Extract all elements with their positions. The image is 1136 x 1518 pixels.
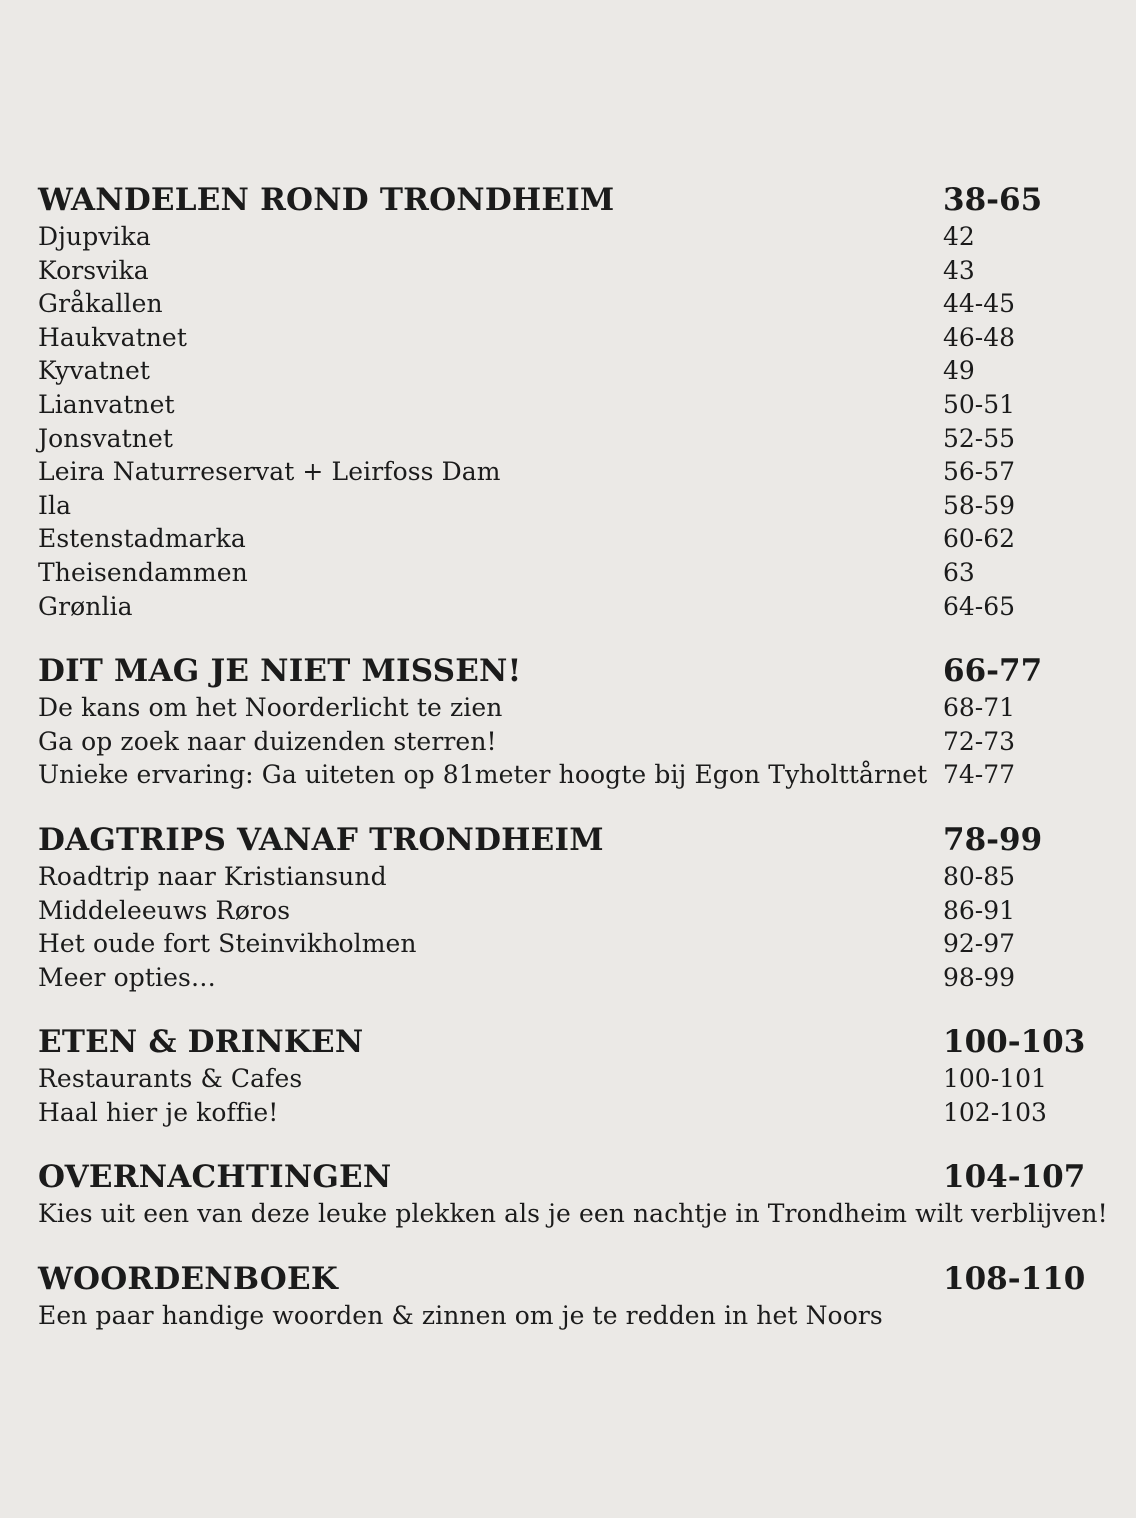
toc-entry[interactable]: [38, 725, 1098, 759]
toc-entry[interactable]: [38, 287, 1098, 321]
entry-label: Meer opties…: [38, 962, 217, 992]
toc-entry[interactable]: [38, 691, 1098, 725]
section-pages: 38-65: [943, 182, 1043, 218]
entry-pages: 58-59: [943, 490, 1016, 520]
table-of-contents: [38, 180, 1108, 1361]
section-pages: 104-107: [943, 1159, 1086, 1196]
entry-label: Ila: [38, 490, 72, 520]
section-pages: 108-110: [943, 1261, 1086, 1298]
toc-section-wandelen: [38, 180, 1098, 623]
entry-pages: 42: [943, 222, 975, 251]
entry-label: Theisendammen: [38, 557, 248, 587]
section-pages: 78-99: [943, 821, 1043, 858]
toc-section-eten-drinken: [38, 1022, 1098, 1129]
entry-label: Unieke ervaring: Ga uiteten op 81meter hoogte bij Egon Tyholttårnet: [38, 760, 928, 790]
toc-entry[interactable]: [38, 961, 1098, 995]
entry-pages: 74-77: [943, 760, 1016, 790]
entry-pages: 56-57: [943, 457, 1016, 487]
entry-pages: 43: [943, 255, 975, 285]
toc-section-dagtrips: [38, 820, 1098, 994]
toc-entry[interactable]: [38, 220, 1098, 254]
toc-entry[interactable]: [38, 894, 1098, 928]
entry-pages: 102-103: [943, 1097, 1047, 1127]
toc-entry[interactable]: [38, 1096, 1098, 1130]
section-heading[interactable]: [38, 1022, 1098, 1062]
entry-pages: 46-48: [943, 322, 1016, 352]
entry-pages: 98-99: [943, 962, 1016, 992]
toc-entry[interactable]: [38, 590, 1098, 624]
entry-pages: 100-101: [943, 1064, 1047, 1094]
entry-label: Djupvika: [38, 222, 151, 251]
toc-entry[interactable]: [38, 1062, 1098, 1096]
section-title: ETEN & DRINKEN: [38, 1024, 364, 1061]
toc-entry[interactable]: [38, 354, 1098, 388]
entry-label: Lianvatnet: [38, 389, 175, 419]
section-pages: 100-103: [943, 1024, 1086, 1061]
entry-pages: 49: [943, 356, 975, 386]
toc-section-woordenboek: [38, 1259, 1098, 1333]
section-description: Kies uit een van deze leuke plekken als je een nachtje in Trondheim wilt verblijven!: [38, 1199, 1108, 1229]
toc-entry[interactable]: [38, 422, 1098, 456]
entry-label: Restaurants & Cafes: [38, 1064, 303, 1094]
entry-label: Estenstadmarka: [38, 524, 246, 554]
toc-entry[interactable]: [38, 522, 1098, 556]
entry-pages: 50-51: [943, 389, 1016, 419]
toc-entry[interactable]: [38, 321, 1098, 355]
entry-pages: 80-85: [943, 861, 1016, 891]
section-title: WOORDENBOEK: [38, 1261, 338, 1298]
entry-label: Jonsvatnet: [38, 423, 174, 453]
entry-pages: 52-55: [943, 423, 1016, 453]
toc-entry[interactable]: [38, 860, 1098, 894]
entry-label: De kans om het Noorderlicht te zien: [38, 693, 503, 723]
section-description: Een paar handige woorden & zinnen om je te redden in het Noors: [38, 1301, 883, 1331]
entry-label: Ga op zoek naar duizenden sterren!: [38, 726, 497, 756]
toc-entry[interactable]: [38, 254, 1098, 288]
toc-entry[interactable]: [38, 927, 1098, 961]
section-heading[interactable]: [38, 1157, 1098, 1197]
toc-entry[interactable]: [38, 758, 1098, 792]
section-description-row: [38, 1197, 1108, 1231]
entry-pages: 64-65: [943, 591, 1016, 621]
entry-label: Gråkallen: [38, 289, 163, 319]
toc-entry[interactable]: [38, 489, 1098, 523]
entry-label: Middeleeuws Røros: [38, 895, 291, 925]
section-description-row: [38, 1299, 1098, 1333]
entry-pages: 68-71: [943, 693, 1016, 723]
entry-pages: 92-97: [943, 929, 1016, 959]
entry-pages: 86-91: [943, 895, 1016, 925]
entry-label: Roadtrip naar Kristiansund: [38, 861, 387, 891]
section-heading[interactable]: [38, 1259, 1098, 1299]
section-heading[interactable]: [38, 651, 1098, 691]
entry-label: Het oude fort Steinvikholmen: [38, 929, 417, 959]
section-title: OVERNACHTINGEN: [38, 1159, 392, 1196]
entry-label: Haukvatnet: [38, 322, 187, 352]
entry-label: Leira Naturreservat + Leirfoss Dam: [38, 457, 501, 487]
section-title: WANDELEN ROND TRONDHEIM: [38, 182, 615, 218]
entry-pages: 63: [943, 557, 975, 587]
entry-label: Kyvatnet: [38, 356, 151, 386]
section-title: DIT MAG JE NIET MISSEN!: [38, 653, 522, 690]
toc-entry[interactable]: [38, 388, 1098, 422]
section-heading[interactable]: [38, 820, 1098, 860]
entry-pages: 72-73: [943, 726, 1016, 756]
toc-entry[interactable]: [38, 556, 1098, 590]
toc-section-niet-missen: [38, 651, 1098, 792]
section-pages: 66-77: [943, 653, 1043, 690]
entry-pages: 60-62: [943, 524, 1016, 554]
toc-entry[interactable]: [38, 455, 1098, 489]
entry-label: Grønlia: [38, 591, 133, 621]
entry-label: Korsvika: [38, 255, 149, 285]
entry-pages: 44-45: [943, 289, 1016, 319]
section-heading[interactable]: [38, 180, 1098, 220]
entry-label: Haal hier je koffie!: [38, 1097, 279, 1127]
toc-section-overnachtingen: [38, 1157, 1108, 1231]
section-title: DAGTRIPS VANAF TRONDHEIM: [38, 821, 604, 858]
